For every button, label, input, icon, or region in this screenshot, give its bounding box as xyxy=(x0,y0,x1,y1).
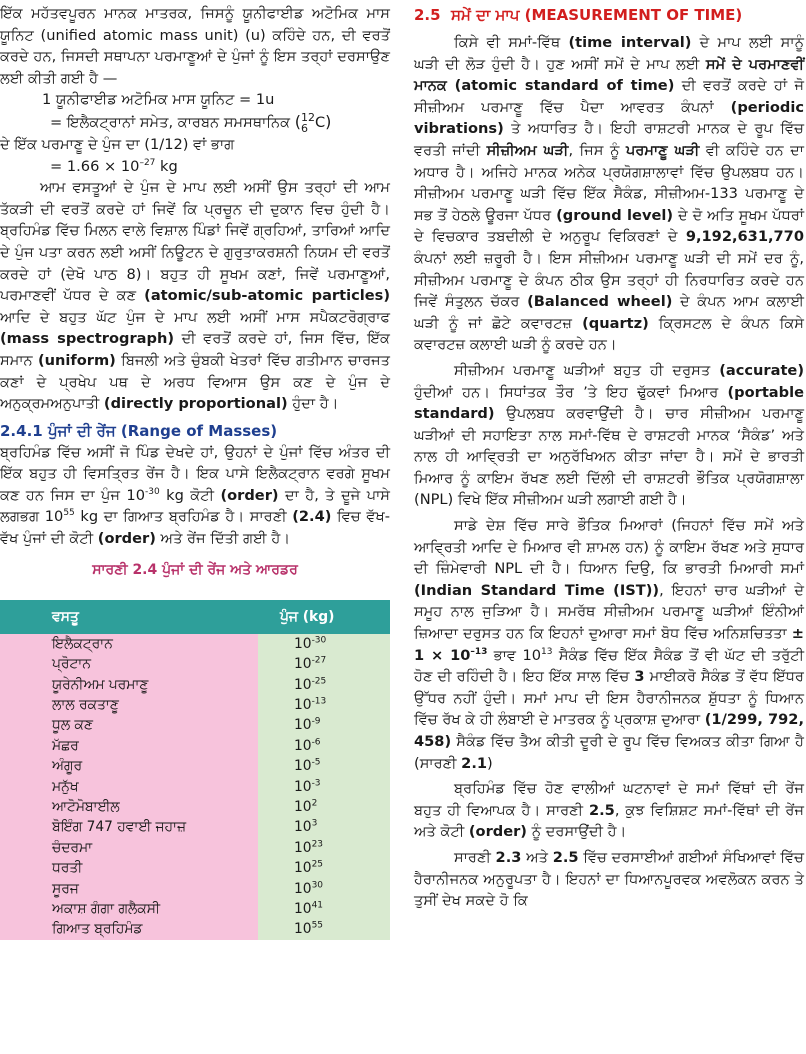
table-row xyxy=(0,654,390,674)
mass-exponent: -5 xyxy=(311,757,321,768)
mass-base: 10 xyxy=(294,839,312,856)
mass-base: 10 xyxy=(294,819,312,836)
left-column xyxy=(0,0,390,940)
mass-exponent: 23 xyxy=(311,839,324,850)
table-row xyxy=(0,919,390,939)
table-cell-object: ਅੰਗੂਰ xyxy=(0,756,258,776)
table-row xyxy=(0,715,390,735)
mass-base: 10 xyxy=(294,900,312,917)
mass-exponent: 25 xyxy=(311,859,324,870)
table-cell-object: ਧੂਲ ਕਣ xyxy=(0,715,258,735)
table-cell-mass xyxy=(258,674,390,694)
range-paragraph: ਬ੍ਰਹਿਮੰਡ ਵਿੱਚ ਅਸੀਂ ਜੋ ਪਿੰਡ ਦੇਖਦੇ ਹਾਂ, ਉਹਨਾਂ ਦੇ ਪੁੰਜਾਂ ਵਿੱਚ ਅੰਤਰ ਦੀ ਇੱਕ ਬਹੁਤ ਹੀ ਵਿਸਤ੍ਰਿਤ ਰੇਂਜ ਹੈ। ਇਕ ਪਾਸੇ ਇਲੈਕਟ੍ਰਾਨ ਵਰਗੇ ਸੂਖਮ ਕਣ ਹਨ ਜਿਸ ਦਾ ਪੁੰਜ $10^{-30}$ kg ਕੋਟੀ (order) ਦਾ ਹੈ, ਤੇ ਦੂਜੇ ਪਾਸੇ ਲਗਭਗ $10^{55}$ kg ਦਾ ਗਿਆਤ ਬ੍ਰਹਿਮੰਡ ਹੈ। ਸਾਰਣੀ (2.4) ਵਿਚ ਵੱਖ-ਵੱਖ ਪੁੰਜਾਂ ਦੀ ਕੋਟੀ (order) ਅਤੇ ਰੇਂਜ ਦਿੱਤੀ ਗਈ ਹੈ। xyxy=(0,443,391,548)
equation-line-1 xyxy=(0,89,390,111)
time-paragraph-1: ਕਿਸੇ ਵੀ ਸਮਾਂ-ਵਿੱਥ (time interval) ਦੇ ਮਾਪ ਲਈ ਸਾਨੂੰ ਘੜੀ ਦੀ ਲੋੜ ਹੁੰਦੀ ਹੈ। ਹੁਣ ਅਸੀਂ ਸਮੇਂ ਦੇ ਮਾਪ ਲਈ ਸਮੇਂ ਦੇ ਪਰਮਾਣਵੀਂ ਮਾਨਕ (atomic standard of time) ਦੀ ਵਰਤੋਂ ਕਰਦੇ ਹਾਂ ਜੋ ਸੀਜ਼ੀਅਮ ਪਰਮਾਣੂ ਵਿੱਚ ਪੈਦਾ ਆਵਰਤ ਕੰਪਨਾਂ (periodic vibrations) ਤੇ ਅਧਾਰਿਤ ਹੈ। ਇਹੀ ਰਾਸ਼ਟਰੀ ਮਾਨਕ ਦੇ ਰੂਪ ਵਿੱਚ ਵਰਤੀ ਜਾਂਦੀ ਸੀਜ਼ੀਅਮ ਘੜੀ, ਜਿਸ ਨੂੰ ਪਰਮਾਣੂ ਘੜੀ ਵੀ ਕਹਿੰਦੇ ਹਨ ਦਾ ਅਧਾਰ ਹੈ। ਅਜਿਹੇ ਮਾਨਕ ਅਨੇਕ ਪ੍ਰਯੋਗਸ਼ਾਲਾਵਾਂ ਵਿੱਚ ਉਪਲਬਧ ਹਨ। ਸੀਜ਼ੀਅਮ ਪਰਮਾਣੂ ਘੜੀ ਵਿੱਚ ਇੱਕ ਸੈਕੰਡ, ਸੀਜ਼ੀਅਮ-133 ਪਰਮਾਣੂ ਦੇ ਸਭ ਤੋਂ ਹੇਠਲੇ ਊਰਜਾ ਪੱਧਰ (ground level) ਦੇ ਦੋ ਅਤਿ ਸੂਖਮ ਪੱਧਰਾਂ ਦੇ ਵਿਚਕਾਰ ਤਬਦੀਲੀ ਦੇ ਅਨੁਰੂਪ ਵਿਕਿਰਣਾਂ ਦੇ 9,192,631,770 ਕੰਪਨਾਂ ਲਈ ਜ਼ਰੂਰੀ ਹੈ। ਇਸ ਸੀਜ਼ੀਅਮ ਪਰਮਾਣੂ ਘੜੀ ਦੀ ਸਮੇਂ ਦਰ ਨੂੰ, ਸੀਜ਼ੀਅਮ ਪਰਮਾਣੂ ਦੇ ਕੰਪਨ ਠੀਕ ਉਸ ਤਰ੍ਹਾਂ ਹੀ ਨਿਰਧਾਰਿਤ ਕਰਦੇ ਹਨ ਜਿਵੇਂ ਸੰਤੁਲਨ ਚੱਕਰ (Balanced wheel) ਦੇ ਕੰਪਨ ਆਮ ਕਲਾਈ ਘੜੀ ਨੂੰ ਜਾਂ ਛੋਟੇ ਕਵਾਰਟਜ਼ (quartz) ਕ੍ਰਿਸਟਲ ਦੇ ਕੰਪਨ ਕਿਸੇ ਕਵਾਰਟਜ਼ ਕਲਾਈ ਘੜੀ ਨੂੰ ਕਰਦੇ ਹਨ। xyxy=(414,34,805,354)
equation-4-text: = 1.66 × 10 xyxy=(50,157,140,175)
table-cell-object: ਚੰਦਰਮਾ xyxy=(0,838,258,858)
mass-exponent: 3 xyxy=(311,818,318,829)
mass-exponent: 55 xyxy=(311,920,324,931)
equation-line-3 xyxy=(0,134,390,156)
mass-exponent: 30 xyxy=(311,879,324,890)
mass-base: 10 xyxy=(294,758,312,775)
table-cell-mass xyxy=(258,899,390,919)
table-cell-object: ਪ੍ਰੋਟਾਨ xyxy=(0,654,258,674)
mass-exponent: -3 xyxy=(311,777,321,788)
table-cell-object: ਆਟੋਮੋਬਾਈਲ xyxy=(0,797,258,817)
intro-text: ਇੱਕ ਮਹੱਤਵਪੂਰਨ ਮਾਨਕ ਮਾਤਰਕ, ਜਿਸਨੂੰ ਯੂਨੀਫਾਈਡ ਅਟੋਮਿਕ ਮਾਸ ਯੂਨਿਟ (unified atomic mass unit) (u) ਕਹਿੰਦੇ ਹਨ, ਦੀ ਵਰਤੋਂ ਕਰਦੇ ਹਨ, ਜਿਸਦੀ ਸਥਾਪਨਾ ਪਰਮਾਣੂਆਂ ਦੇ ਪੁੰਜਾਂ ਨੂੰ ਇਸ ਤਰ੍ਹਾਂ ਦਰਸਾਉਣ ਲਈ ਕੀਤੀ ਗਈ ਹੈ — xyxy=(0,5,390,87)
table-row xyxy=(0,634,390,654)
intro-paragraph xyxy=(0,3,390,89)
section-number: 2.4.1 xyxy=(0,421,43,440)
table-row xyxy=(0,817,390,837)
right-column xyxy=(414,0,804,912)
table-cell-object: ਸੂਰਜ xyxy=(0,878,258,898)
equation-line-2: = ਇਲੈਕਟ੍ਰਾਨਾਂ ਸਮੇਤ, ਕਾਰਬਨ ਸਮਸਥਾਨਿਕ (12 6 C) xyxy=(50,110,332,135)
mass-base: 10 xyxy=(294,737,312,754)
table-cell-mass xyxy=(258,736,390,756)
mass-exponent: -27 xyxy=(311,655,327,666)
table-cell-mass xyxy=(258,654,390,674)
table-row xyxy=(0,878,390,898)
table-row xyxy=(0,736,390,756)
mass-exponent: -9 xyxy=(311,716,321,727)
table-cell-mass xyxy=(258,695,390,715)
table-cell-mass xyxy=(258,878,390,898)
table-cell-object: ਅਕਾਸ਼ ਗੰਗਾ ਗਲੈਕਸੀ xyxy=(0,899,258,919)
equation-2-text: = ਇਲੈਕਟ੍ਰਾਨਾਂ ਸਮੇਤ, ਕਾਰਬਨ ਸਮਸਥਾਨਿਕ xyxy=(50,113,291,131)
mass-base: 10 xyxy=(294,798,312,815)
time-paragraph-2: ਸੀਜ਼ੀਅਮ ਪਰਮਾਣੂ ਘੜੀਆਂ ਬਹੁਤ ਹੀ ਦਰੁਸਤ (accurate) ਹੁੰਦੀਆਂ ਹਨ। ਸਿਧਾਂਤਕ ਤੌਰ ’ਤੇ ਇਹ ਢੁੱਕਵਾਂ ਮਿਆਰ (portable standard) ਉਪਲਬਧ ਕਰਵਾਉਂਦੀ ਹੈ। ਚਾਰ ਸੀਜ਼ੀਅਮ ਪਰਮਾਣੂ ਘੜੀਆਂ ਦੀ ਸਹਾਇਤਾ ਨਾਲ ਸਮਾਂ-ਵਿੱਥ ਦੇ ਰਾਸ਼ਟਰੀ ਮਾਨਕ ‘ਸੈਕੰਡ’ ਅਤੇ ਨਾਲ ਹੀ ਆਵ੍ਰਿਤੀ ਦਾ ਅਨੁਰੱਖਿਅਨ ਕੀਤਾ ਜਾਂਦਾ ਹੈ। ਸਮੇਂ ਦੇ ਭਾਰਤੀ ਮਿਆਰ ਨੂੰ ਕਾਇਮ ਰੱਖਣ ਲਈ ਦਿੱਲੀ ਦੀ ਰਾਸ਼ਟਰੀ ਭੌਤਿਕ ਪ੍ਰਯੋਗਸ਼ਾਲਾ (NPL) ਵਿਖੇ ਇੱਕ ਸੀਜ਼ੀਅਮ ਘੜੀ ਲਗਾਈ ਗਈ ਹੈ। xyxy=(414,361,804,509)
table-cell-mass xyxy=(258,715,390,735)
table-cell-object: ਇਲੈਕਟ੍ਰਾਨ xyxy=(0,634,258,654)
section-title: ਪੁੰਜਾਂ ਦੀ ਰੇਂਜ (Range of Masses) xyxy=(47,421,278,440)
table-row xyxy=(0,858,390,878)
table-header-row xyxy=(0,600,390,634)
table-row xyxy=(0,797,390,817)
isotope-symbol: C xyxy=(314,113,326,131)
mass-base: 10 xyxy=(294,697,312,714)
time-paragraph-4: ਬ੍ਰਹਿਮੰਡ ਵਿੱਚ ਹੋਣ ਵਾਲੀਆਂ ਘਟਨਾਵਾਂ ਦੇ ਸਮਾਂ ਵਿੱਥਾਂ ਦੀ ਰੇਂਜ ਬਹੁਤ ਹੀ ਵਿਆਪਕ ਹੈ। ਸਾਰਣੀ 2.5, ਕੁਝ ਵਿਸ਼ਿਸ਼ਟ ਸਮਾਂ-ਵਿੱਥਾਂ ਦੀ ਰੇਂਜ ਅਤੇ ਕੋਟੀ (order) ਨੂੰ ਦਰਸਾਉਂਦੀ ਹੈ। xyxy=(414,780,804,841)
table-body xyxy=(0,634,390,940)
mass-base: 10 xyxy=(294,676,312,693)
mass-base: 10 xyxy=(294,717,312,734)
section-heading-range-of-masses xyxy=(0,421,390,442)
table-cell-object: ਯੂਰੇਨੀਅਮ ਪਰਮਾਣੂ xyxy=(0,674,258,694)
mass-exponent: -13 xyxy=(311,696,327,707)
mass-base: 10 xyxy=(294,921,312,938)
equation-4-exponent: –27 xyxy=(139,157,156,168)
mass-base: 10 xyxy=(294,880,312,897)
table-row xyxy=(0,838,390,858)
table-cell-mass xyxy=(258,838,390,858)
table-row xyxy=(0,674,390,694)
mass-measurement-paragraph: ਆਮ ਵਸਤੂਆਂ ਦੇ ਪੁੰਜ ਦੇ ਮਾਪ ਲਈ ਅਸੀਂ ਉਸ ਤਰ੍ਹਾਂ ਦੀ ਆਮ ਤੱਕੜੀ ਦੀ ਵਰਤੋਂ ਕਰਦੇ ਹਾਂ ਜਿਵੇਂ ਕਿ ਪ੍ਰਚੂਨ ਦੀ ਦੁਕਾਨ ਵਿਚ ਹੁੰਦੀ ਹੈ। ਬ੍ਰਹਿਮੰਡ ਵਿੱਚ ਮਿਲਨ ਵਾਲੇ ਵਿਸ਼ਾਲ ਪਿੰਡਾਂ ਜਿਵੇਂ ਗ੍ਰਹਿਆਂ, ਤਾਰਿਆਂ ਆਦਿ ਦੇ ਪੁੰਜ ਪਤਾ ਕਰਨ ਲਈ ਅਸੀਂ ਨਿਊਟਨ ਦੇ ਗੁਰੁਤਾਕਰਸ਼ਨੀ ਨਿਯਮ ਦੀ ਵਰਤੋਂ ਕਰਦੇ ਹਾਂ (ਦੇਖੋ ਪਾਠ 8)। ਬਹੁਤ ਹੀ ਸੂਖਮ ਕਣਾਂ, ਜਿਵੇਂ ਪਰਮਾਣੂਆਂ, ਪਰਮਾਣਵੀਂ ਪੱਧਰ ਦੇ ਕਣ (atomic/sub-atomic particles) ਆਦਿ ਦੇ ਬਹੁਤ ਘੱਟ ਪੁੰਜ ਦੇ ਮਾਪ ਲਈ ਅਸੀਂ ਮਾਸ ਸਪੈਕਟਰੋਗ੍ਰਾਫ (mass spectrograph) ਦੀ ਵਰਤੋਂ ਕਰਦੇ ਹਾਂ, ਜਿਸ ਵਿੱਚ, ਇੱਕ ਸਮਾਨ (uniform) ਬਿਜਲੀ ਅਤੇ ਚੁੰਬਕੀ ਖੇਤਰਾਂ ਵਿੱਚ ਗਤੀਮਾਨ ਚਾਰਜਤ ਕਣਾਂ ਦੇ ਪ੍ਰਖੇਪ ਪਥ ਦੇ ਅਰਧ ਵਿਆਸ ਉਸ ਕਣ ਦੇ ਪੁੰਜ ਦੇ ਅਨੁਕ੍ਰਮਅਨੁਪਾਤੀ (directly proportional) ਹੁੰਦਾ ਹੈ। xyxy=(0,179,391,413)
time-paragraph-3: ਸਾਡੇ ਦੇਸ਼ ਵਿੱਚ ਸਾਰੇ ਭੌਤਿਕ ਮਿਆਰਾਂ (ਜਿਹਨਾਂ ਵਿੱਚ ਸਮੇਂ ਅਤੇ ਆਵ੍ਰਿਤੀ ਆਦਿ ਦੇ ਮਿਆਰ ਵੀ ਸ਼ਾਮਲ ਹਨ) ਨੂੰ ਕਾਇਮ ਰੱਖਣ ਅਤੇ ਸੁਧਾਰ ਦੀ ਜ਼ਿੰਮੇਵਾਰੀ NPL ਦੀ ਹੈ। ਧਿਆਨ ਦਿਉ, ਕਿ ਭਾਰਤੀ ਮਿਆਰੀ ਸਮਾਂ (Indian Standard Time (IST)), ਇਹਨਾਂ ਚਾਰ ਘੜੀਆਂ ਦੇ ਸਮੂਹ ਨਾਲ ਜੁੜਿਆ ਹੈ। ਸਮਰੱਥ ਸੀਜ਼ੀਅਮ ਪਰਮਾਣੂ ਘੜੀਆਂ ਇੰਨੀਆਂ ਜ਼ਿਆਦਾ ਦਰੁਸਤ ਹਨ ਕਿ ਇਹਨਾਂ ਦੁਆਰਾ ਸਮਾਂ ਬੋਧ ਵਿੱਚ ਅਨਿਸ਼ਚਿਤਤਾ ± $1 \times 10^{-13}$ ਭਾਵ $10^{13}$ ਸੈਕੰਡ ਵਿੱਚ ਇੱਕ ਸੈਕੰਡ ਤੋਂ ਵੀ ਘੱਟ ਦੀ ਤਰੁੱਟੀ ਹੋਣ ਦੀ ਰਹਿੰਦੀ ਹੈ। ਇਹ ਇੱਕ ਸਾਲ ਵਿੱਚ 3 ਮਾਈਕਰੋ ਸੈਕੰਡ ਤੋਂ ਵੱਧ ਇੱਧਰ ਉੱਧਰ ਨਹੀਂ ਹੁੰਦੀ। ਸਮਾਂ ਮਾਪ ਦੀ ਇਸ ਹੈਰਾਨੀਜਨਕ ਸ਼ੁੱਧਤਾ ਨੂੰ ਧਿਆਨ ਵਿੱਚ ਰੱਖ ਕੇ ਹੀ ਲੰਬਾਈ ਦੇ ਮਾਤਰਕ ਨੂੰ ਪ੍ਰਕਾਸ਼ ਦੁਆਰਾ (1/299, 792, 458) ਸੈਕੰਡ ਵਿੱਚ ਤੈਅ ਕੀਤੀ ਦੂਰੀ ਦੇ ਰੂਪ ਵਿੱਚ ਵਿਅਕਤ ਕੀਤਾ ਗਿਆ ਹੈ (ਸਾਰਣੀ 2.1) xyxy=(414,517,804,772)
time-paragraph-5: ਸਾਰਣੀ 2.3 ਅਤੇ 2.5 ਵਿੱਚ ਦਰਸਾਈਆਂ ਗਈਆਂ ਸੰਖਿਆਵਾਂ ਵਿੱਚ ਹੈਰਾਨੀਜਨਕ ਅਨੁਰੂਪਤਾ ਹੈ। ਇਹਨਾਂ ਦਾ ਧਿਆਨਪੂਰਵਕ ਅਵਲੋਕਨ ਕਰਨ ਤੇ ਤੁਸੀਂ ਦੇਖ ਸਕਦੇ ਹੋ ਕਿ xyxy=(414,848,804,910)
table-header-object: ਵਸਤੂ xyxy=(0,600,258,634)
mass-exponent: -6 xyxy=(311,737,321,748)
table-header-mass: ਪੁੰਜ (kg) xyxy=(258,600,390,634)
section-title: ਸਮੇਂ ਦਾ ਮਾਪ (MEASUREMENT OF TIME) xyxy=(451,6,743,24)
table-row xyxy=(0,776,390,796)
table-cell-object: ਮੱਛਰ xyxy=(0,736,258,756)
table-cell-mass xyxy=(258,776,390,796)
mass-base: 10 xyxy=(294,860,312,877)
mass-exponent: -25 xyxy=(311,676,327,687)
table-cell-mass xyxy=(258,797,390,817)
table-caption: ਸਾਰਣੀ 2.4 ਪੁੰਜਾਂ ਦੀ ਰੇਂਜ ਅਤੇ ਆਰਡਰ xyxy=(92,561,298,578)
mass-range-table xyxy=(0,600,390,940)
table-cell-mass xyxy=(258,919,390,939)
table-row xyxy=(0,695,390,715)
table-cell-mass xyxy=(258,756,390,776)
mass-exponent: 2 xyxy=(311,798,318,809)
equation-3-text: ਦੇ ਇੱਕ ਪਰਮਾਣੂ ਦੇ ਪੁੰਜ ਦਾ (1/12) ਵਾਂ ਭਾਗ xyxy=(0,135,235,153)
table-cell-mass xyxy=(258,858,390,878)
mass-base: 10 xyxy=(294,778,312,795)
mass-base: 10 xyxy=(294,656,312,673)
mass-base: 10 xyxy=(294,635,312,652)
table-cell-object: ਬੋਇੰਗ 747 ਹਵਾਈ ਜਹਾਜ਼ xyxy=(0,817,258,837)
table-cell-object: ਧਰਤੀ xyxy=(0,858,258,878)
table-cell-object: ਗਿਆਤ ਬ੍ਰਹਿਮੰਡ xyxy=(0,919,258,939)
equation-line-4: = $1.66 \times 10^{-27}$ kg xyxy=(50,157,178,175)
table-cell-mass xyxy=(258,634,390,654)
table-cell-object: ਮਨੁੱਖ xyxy=(0,776,258,796)
section-heading-measurement-of-time xyxy=(414,4,804,26)
section-number: 2.5 xyxy=(414,6,441,24)
equation-1-text: 1 ਯੂਨੀਫਾਈਡ ਅਟੋਮਿਕ ਮਾਸ ਯੂਨਿਟ = 1u xyxy=(42,91,275,109)
mass-exponent: 41 xyxy=(311,900,324,911)
table-row xyxy=(0,756,390,776)
table-cell-mass xyxy=(258,817,390,837)
table-row xyxy=(0,899,390,919)
mass-exponent: -30 xyxy=(311,635,327,646)
table-cell-object: ਲਾਲ ਰਕਤਾਣੂ xyxy=(0,695,258,715)
isotope-notation: 12 6 xyxy=(300,110,315,135)
